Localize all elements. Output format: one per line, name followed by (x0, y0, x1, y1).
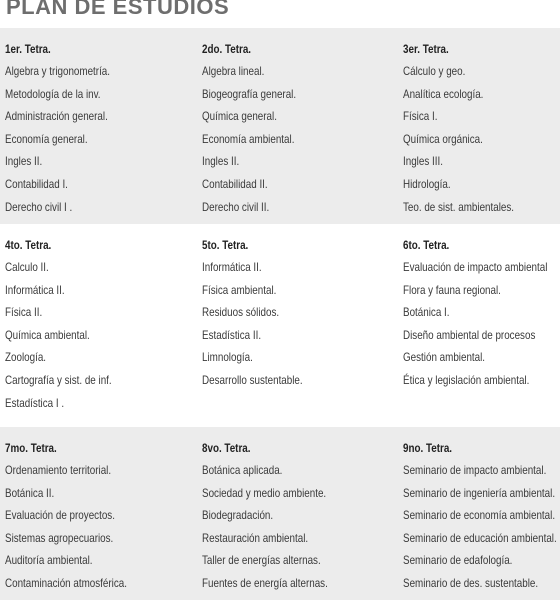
course-item: Física ambiental. (202, 282, 277, 297)
course-item: Analítica ecología. (403, 86, 484, 101)
term-column (5, 38, 202, 218)
course-item: Informática II. (202, 260, 262, 274)
course-item: Contaminación atmosférica. (5, 575, 127, 590)
course-item: Cálculo y geo. (403, 64, 466, 78)
course-item: Evaluación de proyectos. (5, 508, 115, 523)
course-item: Biogeografía general. (202, 86, 297, 101)
course-item: Biodegradación. (202, 508, 274, 523)
course-item: Ordenamiento territorial. (5, 463, 112, 477)
course-item: Estadística II. (202, 327, 262, 342)
course-item: Seminario de des. sustentable. (403, 575, 539, 590)
term-column (403, 437, 560, 595)
course-item: Hidrología. (403, 176, 451, 191)
course-item: Economía ambiental. (202, 131, 295, 146)
term-header: 9no. Tetra. (403, 441, 453, 455)
course-item: Física II. (5, 305, 43, 320)
course-item: Taller de energías alternas. (202, 553, 321, 568)
term-column (5, 437, 202, 595)
course-item: Seminario de edafología. (403, 553, 513, 568)
term-header: 2do. Tetra. (202, 42, 252, 56)
term-column (403, 234, 560, 417)
course-item: Flora y fauna regional. (403, 282, 501, 297)
course-item: Algebra y trigonometría. (5, 64, 111, 78)
term-header: 5to. Tetra. (202, 238, 249, 252)
term-column (202, 234, 403, 417)
course-item: Ingles III. (403, 154, 443, 169)
course-item: Química orgánica. (403, 131, 483, 146)
course-item: Economía general. (5, 131, 88, 146)
course-item: Restauración ambiental. (202, 530, 309, 545)
course-item: Fuentes de energía alternas. (202, 575, 328, 590)
course-item: Seminario de impacto ambiental. (403, 463, 547, 477)
term-header: 7mo. Tetra. (5, 441, 57, 455)
course-item: Sistemas agropecuarios. (5, 530, 114, 545)
course-item: Residuos sólidos. (202, 305, 280, 320)
term-column (202, 38, 403, 218)
term-header: 1er. Tetra. (5, 42, 51, 56)
term-section (0, 224, 560, 427)
course-item: Evaluación de impacto ambiental (403, 260, 548, 274)
course-item: Administración general. (5, 109, 108, 124)
course-item: Auditoría ambiental. (5, 553, 93, 568)
course-item: Seminario de educación ambiental. (403, 530, 557, 545)
course-item: Estadística I . (5, 395, 65, 410)
course-item: Contabilidad II. (202, 176, 268, 191)
course-item: Física I. (403, 109, 438, 124)
course-item: Limnología. (202, 350, 253, 365)
course-item: Derecho civil II. (202, 199, 270, 214)
course-item: Botánica I. (403, 305, 450, 320)
course-item: Contabilidad I. (5, 176, 68, 191)
course-item: Metodología de la inv. (5, 86, 101, 101)
course-item: Ingles II. (5, 154, 43, 169)
course-item: Química ambiental. (5, 327, 90, 342)
course-item: Cartografía y sist. de inf. (5, 372, 112, 387)
course-item: Seminario de economía ambiental. (403, 508, 556, 523)
term-header: 4to. Tetra. (5, 238, 52, 252)
course-item: Ingles II. (202, 154, 240, 169)
course-item: Botánica aplicada. (202, 463, 283, 477)
term-header: 6to. Tetra. (403, 238, 450, 252)
curriculum (0, 28, 560, 600)
course-item: Calculo II. (5, 260, 49, 274)
course-item: Gestión ambiental. (403, 350, 486, 365)
term-column (5, 234, 202, 417)
page-title: PLAN DE ESTUDIOS (6, 0, 230, 19)
course-item: Química general. (202, 109, 277, 124)
course-item: Zoología. (5, 350, 47, 365)
course-item: Sociedad y medio ambiente. (202, 485, 327, 500)
course-item: Algebra lineal. (202, 64, 265, 78)
course-item: Informática II. (5, 282, 65, 297)
course-item: Botánica II. (5, 485, 55, 500)
course-item: Ética y legislación ambiental. (403, 372, 530, 387)
course-item: Diseño ambiental de procesos (403, 327, 536, 342)
term-column (202, 437, 403, 595)
course-item: Seminario de ingeniería ambiental. (403, 485, 556, 500)
course-item: Desarrollo sustentable. (202, 372, 303, 387)
term-header: 8vo. Tetra. (202, 441, 251, 455)
term-header: 3er. Tetra. (403, 42, 449, 56)
term-column (403, 38, 560, 218)
course-item: Teo. de sist. ambientales. (403, 199, 515, 214)
term-section (0, 427, 560, 600)
term-section (0, 28, 560, 224)
course-item: Derecho civil I . (5, 199, 73, 214)
